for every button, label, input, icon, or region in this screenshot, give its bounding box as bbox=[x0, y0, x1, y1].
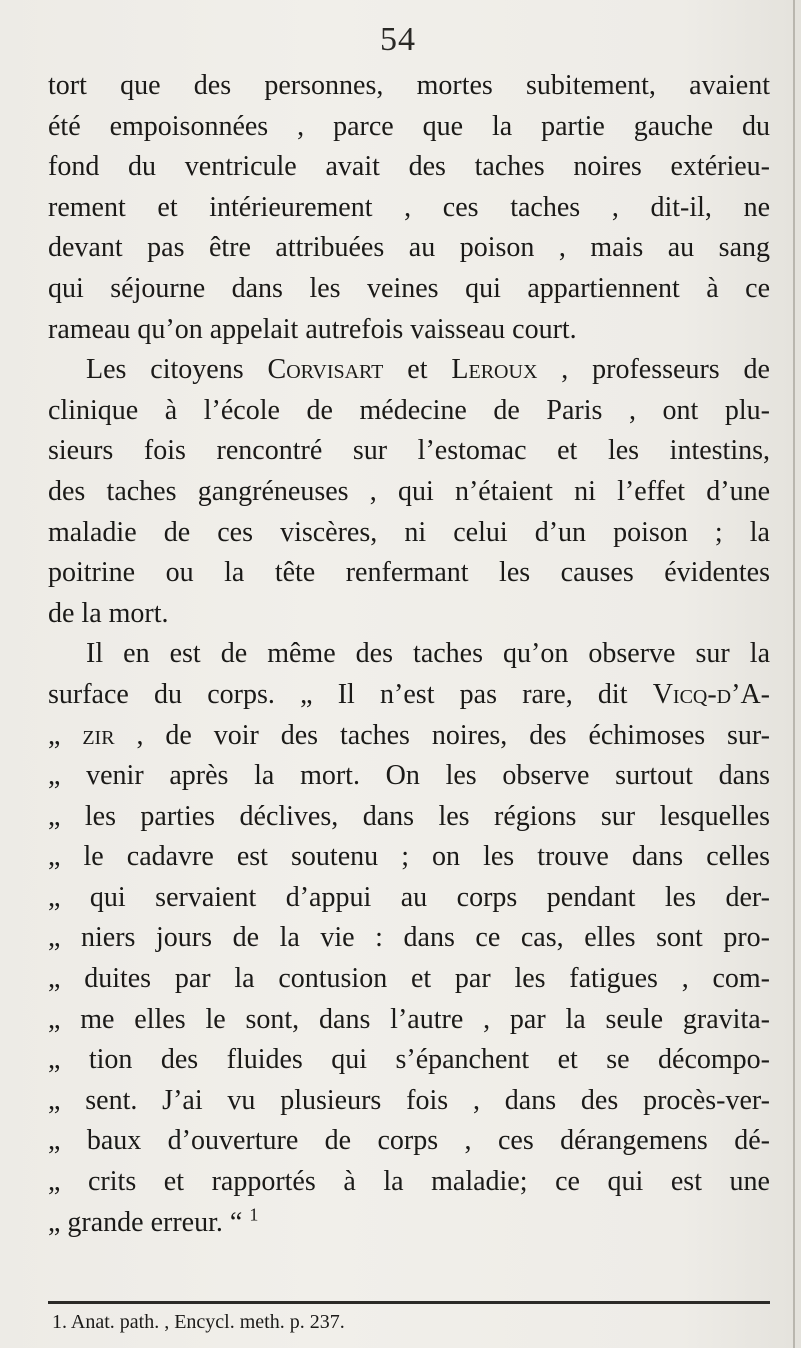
author-name: Corvisart bbox=[267, 354, 384, 386]
text-run: Les citoyens bbox=[86, 354, 268, 386]
text-run: , professeurs de bbox=[537, 354, 770, 386]
author-name: Vicq-d’A- bbox=[652, 678, 770, 710]
text-run: „ grande erreur. “ bbox=[48, 1206, 243, 1238]
text-line: été empoisonnées , parce que la partie gauche du bbox=[48, 110, 770, 142]
text-line: sieurs fois rencontré sur l’estomac et les intestins, bbox=[48, 435, 770, 467]
footnote-divider bbox=[48, 1301, 770, 1304]
text-line bbox=[48, 675, 770, 716]
text-run: et bbox=[383, 354, 452, 386]
text-run: , de voir des taches noires, des échimoses sur- bbox=[114, 719, 770, 751]
text-run: surface du corps. „ Il n’est pas rare, dit bbox=[48, 678, 653, 710]
page-edge bbox=[793, 0, 795, 1348]
text-run: „ bbox=[48, 719, 83, 751]
text-line: de la mort. bbox=[48, 597, 169, 629]
footnote: 1. Anat. path. , Encycl. meth. p. 237. bbox=[52, 1311, 345, 1333]
text-line: „ crits et rapportés à la maladie; ce qui est une bbox=[48, 1166, 770, 1198]
text-line: qui séjourne dans les veines qui appartiennent à ce bbox=[48, 272, 770, 304]
text-line: rameau qu’on appelait autrefois vaisseau court. bbox=[48, 313, 577, 345]
text-line: poitrine ou la tête renfermant les causes évidentes bbox=[48, 557, 770, 589]
text-line: fond du ventricule avait des taches noires extérieu- bbox=[48, 151, 770, 183]
footnote-reference: 1 bbox=[249, 1204, 259, 1225]
text-line bbox=[48, 716, 770, 757]
text-line: clinique à l’école de médecine de Paris , ont plu- bbox=[48, 394, 770, 426]
body-text bbox=[48, 66, 770, 1243]
text-line bbox=[48, 350, 770, 391]
text-line: „ qui servaient d’appui au corps pendant les der- bbox=[48, 881, 770, 913]
text-line: „ tion des fluides qui s’épanchent et se décompo- bbox=[48, 1044, 770, 1076]
text-line: maladie de ces viscères, ni celui d’un poison ; la bbox=[48, 516, 770, 548]
text-line: Il en est de même des taches qu’on observe sur la bbox=[86, 638, 770, 670]
page-number: 54 bbox=[380, 21, 416, 58]
text-line: „ venir après la mort. On les observe surtout dans bbox=[48, 760, 770, 792]
text-line: „ baux d’ouverture de corps , ces dérangemens dé- bbox=[48, 1125, 770, 1157]
text-line: „ niers jours de la vie : dans ce cas, elles sont pro- bbox=[48, 922, 770, 954]
text-line: „ sent. J’ai vu plusieurs fois , dans des procès-ver- bbox=[48, 1084, 770, 1116]
text-line bbox=[48, 1203, 770, 1244]
text-line: „ les parties déclives, dans les régions sur lesquelles bbox=[48, 800, 770, 832]
author-name: zir bbox=[82, 719, 115, 751]
author-name: Leroux bbox=[451, 354, 538, 386]
text-line: „ le cadavre est soutenu ; on les trouve dans celles bbox=[48, 841, 770, 873]
text-line: „ duites par la contusion et par les fatigues , com- bbox=[48, 963, 770, 995]
text-line: des taches gangréneuses , qui n’étaient ni l’effet d’une bbox=[48, 475, 770, 507]
text-line: devant pas être attribuées au poison , mais au sang bbox=[48, 232, 770, 264]
text-line: tort que des personnes, mortes subitement, avaient bbox=[48, 70, 770, 101]
text-line: „ me elles le sont, dans l’autre , par la seule gravita- bbox=[48, 1003, 770, 1035]
text-line: rement et intérieurement , ces taches , dit-il, ne bbox=[48, 191, 770, 223]
